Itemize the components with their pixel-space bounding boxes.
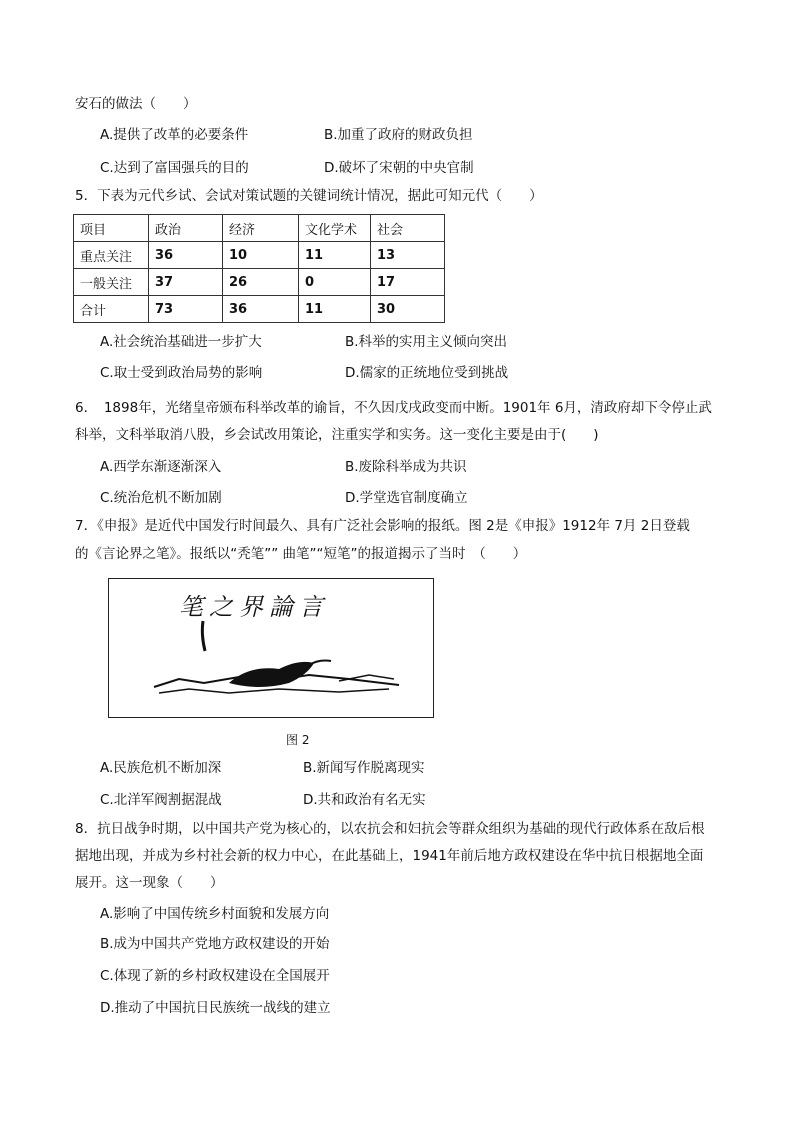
table-cell: 36 — [223, 296, 299, 323]
q4-option-c: C.达到了富国强兵的目的 — [100, 160, 249, 176]
table-cell: 30 — [371, 296, 445, 323]
table-cell: 合计 — [74, 296, 149, 323]
figure-caption: 图 2 — [286, 733, 310, 747]
q4-option-b: B.加重了政府的财政负担 — [324, 127, 473, 143]
q8-stem-line3: 展开。这一现象（ ） — [75, 875, 224, 891]
table-row — [74, 269, 445, 296]
q6-option-b: B.废除科举成为共识 — [345, 459, 467, 475]
table-cell: 0 — [299, 269, 371, 296]
q6-stem-line1: 6． 1898年，光绪皇帝颁布科举改革的谕旨，不久因戊戌政变而中断。1901年 6月，清政府却下令停止武 — [75, 400, 712, 416]
cartoon-title-calligraphy: 笔之界論言 — [179, 593, 329, 621]
table-cell: 13 — [371, 242, 445, 269]
q5-option-b: B.科举的实用主义倾向突出 — [345, 334, 508, 350]
table-cell: 73 — [149, 296, 223, 323]
q8-option-c: C.体现了新的乡村政权建设在全国展开 — [100, 968, 330, 984]
q6-stem-line2: 科举，文科举取消八股，乡会试改用策论，注重实学和实务。这一变化主要是由于( ) — [75, 427, 599, 443]
table-cell: 11 — [299, 242, 371, 269]
figure-2-cartoon — [108, 578, 434, 718]
table-cell: 37 — [149, 269, 223, 296]
q5-option-d: D.儒家的正统地位受到挑战 — [345, 365, 509, 381]
table-header-cell: 社会 — [371, 215, 445, 242]
q7-option-d: D.共和政治有名无实 — [303, 792, 426, 808]
q8-option-b: B.成为中国共产党地方政权建设的开始 — [100, 936, 330, 952]
table-cell: 重点关注 — [74, 242, 149, 269]
q8-stem-line2: 据地出现，并成为乡村社会新的权力中心，在此基础上，1941年前后地方政权建设在华中抗日根据地全面 — [75, 848, 704, 864]
table-row — [74, 296, 445, 323]
q4-option-d: D.破坏了宋朝的中央官制 — [324, 160, 474, 176]
q4-stem-tail: 安石的做法（ ） — [75, 96, 197, 112]
q7-option-a: A.民族危机不断加深 — [100, 760, 222, 776]
q5-keyword-table — [73, 214, 445, 323]
table-row — [74, 242, 445, 269]
table-cell: 17 — [371, 269, 445, 296]
table-header-cell: 文化学术 — [299, 215, 371, 242]
q6-option-a: A.西学东渐逐渐深入 — [100, 459, 222, 475]
brush-illustration-icon — [109, 579, 433, 717]
q7-option-b: B.新闻写作脱离现实 — [303, 760, 425, 776]
q7-stem-line1: 7．《申报》是近代中国发行时间最久、具有广泛社会影响的报纸。图 2是《申报》1912年 7月 2日登载 — [75, 518, 690, 534]
q7-option-c: C.北洋军阀割据混战 — [100, 792, 222, 808]
table-header-row — [74, 215, 445, 242]
table-cell: 一般关注 — [74, 269, 149, 296]
q8-stem-line1: 8．抗日战争时期，以中国共产党为核心的，以农抗会和妇抗会等群众组织为基础的现代行政体系在敌后根 — [75, 821, 705, 837]
table-cell: 11 — [299, 296, 371, 323]
q5-option-a: A.社会统治基础进一步扩大 — [100, 334, 262, 350]
q6-option-d: D.学堂选官制度确立 — [345, 490, 468, 506]
q8-option-d: D.推动了中国抗日民族统一战线的建立 — [100, 1000, 331, 1016]
q8-option-a: A.影响了中国传统乡村面貌和发展方向 — [100, 906, 330, 922]
q5-stem: 5．下表为元代乡试、会试对策试题的关键词统计情况，据此可知元代（ ） — [75, 188, 543, 204]
table-header-cell: 项目 — [74, 215, 149, 242]
table-cell: 36 — [149, 242, 223, 269]
table-header-cell: 政治 — [149, 215, 223, 242]
q5-option-c: C.取士受到政治局势的影响 — [100, 365, 263, 381]
table-header-cell: 经济 — [223, 215, 299, 242]
q4-option-a: A.提供了改革的必要条件 — [100, 127, 249, 143]
q6-option-c: C.统治危机不断加剧 — [100, 490, 222, 506]
table-cell: 26 — [223, 269, 299, 296]
q7-stem-line2: 的《言论界之笔》。报纸以“秃笔”” 曲笔”“短笔”的报道揭示了当时 （ ） — [75, 546, 527, 562]
table-cell: 10 — [223, 242, 299, 269]
